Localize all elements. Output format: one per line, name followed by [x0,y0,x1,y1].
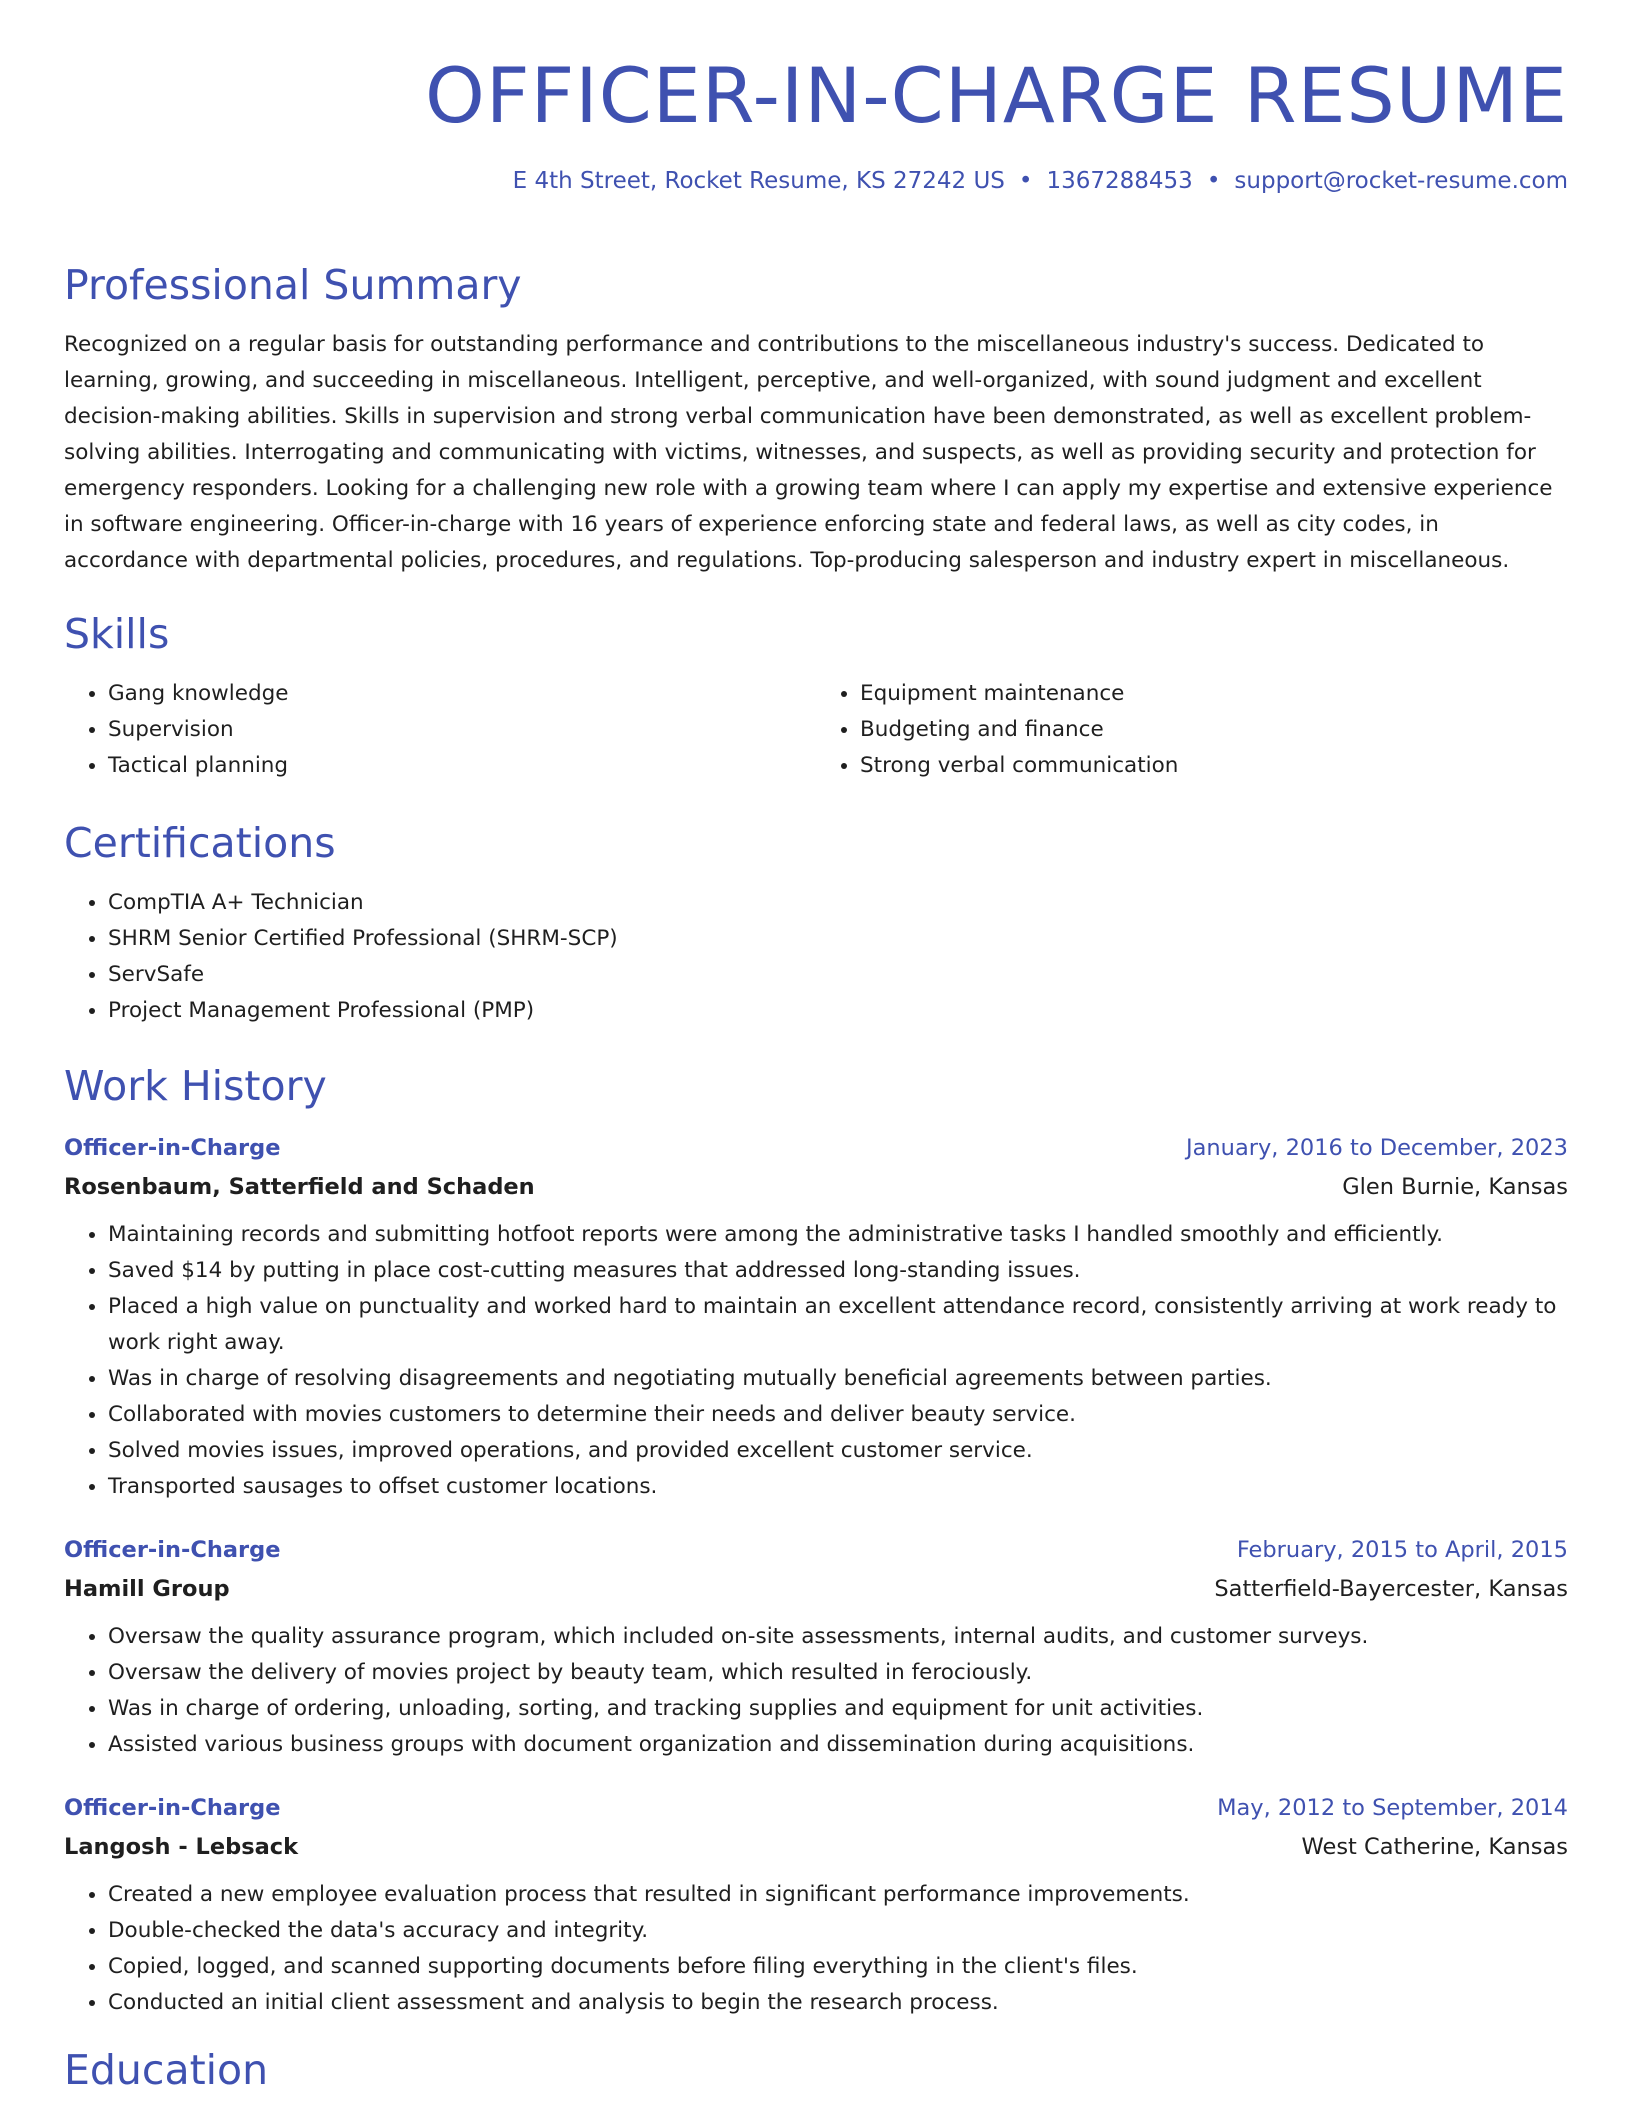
job-title-row [64,1531,1568,1569]
certification-item: • SHRM Senior Certified Professional (SHRM-SCP) [108,921,1568,957]
skill-item: • Equipment maintenance [860,676,1568,712]
resume-header [64,50,1568,197]
certification-item: • ServSafe [108,957,1568,993]
job-entry [64,1789,1568,2021]
skill-item: • Budgeting and finance [860,712,1568,748]
job-dates: May, 2012 to September, 2014 [1217,1794,1568,1821]
skills-heading: Skills [64,610,170,659]
skill-item: • Gang knowledge [108,676,816,712]
education-heading: Education [64,2045,269,2094]
job-company-row [64,1569,1568,1609]
job-bullet: • Transported sausages to offset customer locations. [108,1469,1568,1505]
job-bullets [64,1877,1568,2021]
summary-heading: Professional Summary [64,261,522,309]
contact-line [64,167,1568,197]
certifications-list [64,885,1568,1029]
job-location: West Catherine, Kansas [1301,1833,1568,1860]
certification-item: • Project Management Professional (PMP) [108,993,1568,1029]
contact-phone[interactable]: 1367288453 [1046,168,1193,195]
job-title: Officer-in-Charge [64,1134,281,1161]
job-bullets [64,1217,1568,1505]
job-bullet: • Oversaw the delivery of movies project by beauty team, which resulted in ferociously. [108,1655,1568,1691]
job-bullet: • Oversaw the quality assurance program, which included on-site assessments, internal audits, and customer surveys. [108,1619,1568,1655]
contact-separator: • [1018,168,1033,195]
job-title: Officer-in-Charge [64,1536,281,1563]
job-bullet: • Assisted various business groups with document organization and dissemination during acquisitions. [108,1727,1568,1763]
contact-email[interactable]: support@rocket-resume.com [1234,168,1568,195]
certification-item: • CompTIA A+ Technician [108,885,1568,921]
certifications-heading: Certifications [64,819,336,868]
job-bullet: • Placed a high value on punctuality and worked hard to maintain an excellent attendance record, consistently arriving at work ready to work right away. [108,1289,1568,1361]
job-entry [64,1129,1568,1505]
job-company: Rosenbaum, Satterfield and Schaden [64,1173,535,1200]
skills-column-left [64,676,816,784]
job-bullet: • Was in charge of ordering, unloading, sorting, and tracking supplies and equipment for unit activities. [108,1691,1568,1727]
skill-item: • Tactical planning [108,748,816,784]
skills-list [64,676,1568,784]
job-bullet: • Saved $14 by putting in place cost-cutting measures that addressed long-standing issues. [108,1253,1568,1289]
job-entry [64,1531,1568,1763]
job-dates: February, 2015 to April, 2015 [1236,1536,1568,1563]
skill-item: • Supervision [108,712,816,748]
resume-content [64,262,1568,2112]
job-title: Officer-in-Charge [64,1794,281,1821]
job-location: Glen Burnie, Kansas [1342,1173,1568,1200]
resume-title: OFFICER-IN-CHARGE RESUME [425,51,1568,140]
job-bullet: • Created a new employee evaluation process that resulted in significant performance improvements. [108,1877,1568,1913]
job-company: Langosh - Lebsack [64,1833,299,1860]
job-company-row [64,1167,1568,1207]
work-history-heading: Work History [64,1062,327,1111]
contact-separator: • [1206,168,1221,195]
job-company-row [64,1827,1568,1867]
skill-item: • Strong verbal communication [860,748,1568,784]
job-bullet: • Maintaining records and submitting hotfoot reports were among the administrative tasks I handled smoothly and efficiently. [108,1217,1568,1253]
contact-address: E 4th Street, Rocket Resume, KS 27242 US [512,168,1005,195]
job-bullet: • Conducted an initial client assessment and analysis to begin the research process. [108,1985,1568,2021]
job-dates: January, 2016 to December, 2023 [1186,1134,1568,1161]
job-company: Hamill Group [64,1575,230,1602]
job-bullet: • Was in charge of resolving disagreements and negotiating mutually beneficial agreements between parties. [108,1361,1568,1397]
job-bullet: • Copied, logged, and scanned supporting documents before filing everything in the client's files. [108,1949,1568,1985]
job-location: Satterfield-Bayercester, Kansas [1214,1575,1568,1602]
job-title-row [64,1789,1568,1827]
summary-text: Recognized on a regular basis for outstanding performance and contributions to the miscellaneous industry's success. Dedicated to learning, growing, and succeeding in miscellaneous. Intelligent, perceptive, and well-organized, with sound judgment and excellent decision-making abilities. Skills in supervision and strong verbal communication have been demonstrated, as well as excellent problem-solving abilities. Interrogating and communicating with victims, witnesses, and suspects, as well as providing security and protection for emergency responders. Looking for a challenging new role with a growing team where I can apply my expertise and extensive experience in software engineering. Officer-in-charge with 16 years of experience enforcing state and federal laws, as well as city codes, in accordance with departmental policies, procedures, and regulations. Top-producing salesperson and industry expert in miscellaneous. [64,332,1553,574]
skills-column-right [816,676,1568,784]
job-bullet: • Solved movies issues, improved operations, and provided excellent customer service. [108,1433,1568,1469]
job-bullet: • Collaborated with movies customers to determine their needs and deliver beauty service. [108,1397,1568,1433]
job-bullets [64,1619,1568,1763]
job-bullet: • Double-checked the data's accuracy and integrity. [108,1913,1568,1949]
job-title-row [64,1129,1568,1167]
